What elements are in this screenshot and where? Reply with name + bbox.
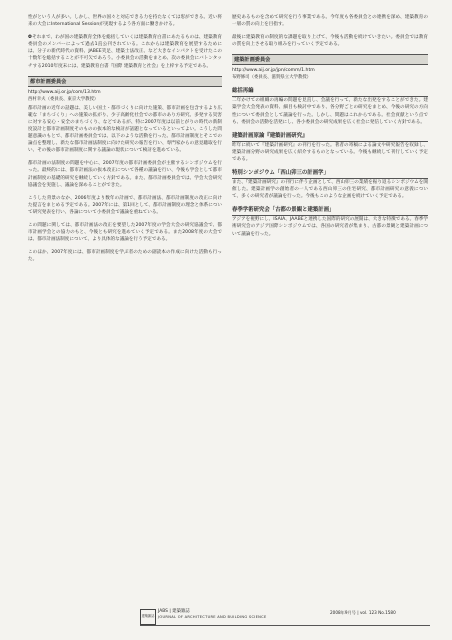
page-footer [140,609,430,631]
subsection-heading: 総括再編 [232,87,428,97]
subsection [232,169,428,200]
intro-paragraph: 歴史あるものを含めて研究を行う事業である。今年度も各委員会との連携を深め、建築教育の一層の質の向上を目指す。 [232,15,428,28]
intro-paragraph: 性がという人が多い。しかし、世界の国々と対応できる力を持たなくては窓ができる。近い将来の大会にInternational Sessionが実現するよう各方面に働きかける。 [28,15,222,28]
committee-chair: 布野修司（委員長、滋賀県立大学教授） [232,75,312,81]
journal-logo: 建築雑誌 [140,609,156,625]
section-heading: 建築計画委員会 [232,54,428,65]
subsection-body: 二年かけての組織の再編の問題を見直し、会議を行って、新たな出発をすることができた。建築学会大会発表の資料、細目も検討中であり、各分野ごとの研究をまとめ、今後の研究の方向性について委員会として議論を行った。しかし、問題はこれからである。社会貢献という点でも、委員会の活動を活発にし、各小委員会の研究成果を広く社会に発信していく方針である。 [232,98,428,125]
subsection [232,87,428,125]
subsection-body: また、『建築計画研究』の刊行に伴う企画として、西山卯三の業績を振り返るシンポジウムを開催した。建築計画学の創始者の一人である西山卯三の住宅研究、都市計画研究の意義について、多くの研究者が議論を行った。今後もこのような企画を続けていく予定である。 [232,180,428,200]
subsection-body: 昨年に続いて『建築計画研究』の刊行を行った。著者の寄稿による論文や研究報告を収録し、建築計画分野の研究成果を広く紹介するものとなっている。今後も継続して刊行していく予定である。 [232,142,428,162]
committee-chair: 西村幸夫（委員長、東京大学教授） [28,96,99,102]
subsection [232,132,428,163]
intro-paragraph: 最後に建築教育の制度的な課題を取り上げて、今後も活動を続けていきたい。委員会では教育の質を向上させる取り組みを行っていく予定である。 [232,35,428,48]
footer-divider [140,625,430,626]
committee-url[interactable]: http://www.aij.or.jp/com/13.htm [28,89,101,95]
subsection-body: アジアを視野にし、ISAIA、JAABEと連携した国際的研究の展開は、大きな特徴である。春季学術研究会のアジア国際シンポジウムでは、各国の研究者が集まり、古都の景観と建築計画について議論を行った。 [232,217,428,237]
footer-organization: JABS | 建築雑誌 [158,609,190,614]
footer-issue: 2008年9月号 | vol. 123 No.1580 [330,610,396,615]
section-body: 都市計画の近年の話題は、美しい国土・都市づくりに向けた施策、都市計画を包含するより広範な「まちづくり」への施策の拡がり、少子高齢化社会での都市のあり方研究、多発する災害に対する安心・安全のまちづくり、などであるが、特に2007年度は以前とがりの時代の新制度設計と都市計画制度そのものの抜本的な検討が話題となっているといってよい。こうした問題意識のもとで、都市計画委員会では、以下のような活動を行った。都市計画制度とそこでの論点を整理し、新たな都市計画法制度に向けた研究の報告を行い、専門家からの意見聴取を行い、その後の都市計画制度に関する議論の現状について検討を進めている。 [28,105,222,154]
body-paragraph: この問題に関しては、都市計画法の改正を要望した2007年度の学会大会の研究協議会で、都市計画学会との協力のもと、今後とも研究を進めていく予定である。また2008年度の大会では、都市計画法制度について、より具体的な議論を行う予定である。 [28,222,222,243]
right-column [232,14,428,244]
section-urban-planning [28,76,222,155]
subsection-heading: 特別シンポジウム「西山卯三の計画学」 [232,169,428,179]
body-paragraph: このほか、2007年度には、都市計画制度を学ぶ者のための副読本の作成に向けた活動も行った。 [28,250,222,263]
footer-journal-title: JOURNAL OF ARCHITECTURE AND BUILDING SCIENCE [158,615,267,619]
section-architectural-planning [232,54,428,81]
intro-paragraph: ❹それまで、わが国の建築教育全体を総括していくは建築教育白書にあたるものは、建築教育委員会のメンバーによって過去1直公刊されている。これからは建築教育を展望するためには、分子の新代時代の資料、JABEE笑足、建築士法改正、など大きなインパクトを受けたこの十数年を総括することが不可欠であろう。小委員会の活動をまとめ、次の委員会にバトンタッチする2010年度末には、建築教育白書『国際 建築教育と社会』を上梓する予定である。 [28,35,222,69]
committee-url[interactable]: http://www.aij.or.jp/jpn/comm/1.htm [232,68,315,74]
body-paragraph: こうした背景のなか、2006年度より数年の計画で、都市計画法、都市計画制度の改正に向けた提言をまとめる予定である。2007年には、第1回として、都市計画制度の理念と体系について研究発表を行い、各論について小委員会で議論を重ねている。 [28,195,222,215]
section-heading: 都市計画委員会 [28,76,222,87]
subsection-heading: 春季学術研究会「古都の景観と建築計画」 [232,206,428,216]
subsection [232,206,428,237]
left-column [28,14,222,269]
subsection-heading: 建築計画原論『建築計画研究』 [232,132,428,142]
body-paragraph: 都市計画の法制度の問題を中心に、2007年度の都市計画委員会が主催するシンポジウムを行った。最終的には、都市計画法の抜本改正について各種の議論を行い、今後も学会として都市計画制度の基礎的研究を継続していく方針である。また、都市計画委員会では、学会大会研究協議会を実施し、議論を深めることができた。 [28,161,222,188]
